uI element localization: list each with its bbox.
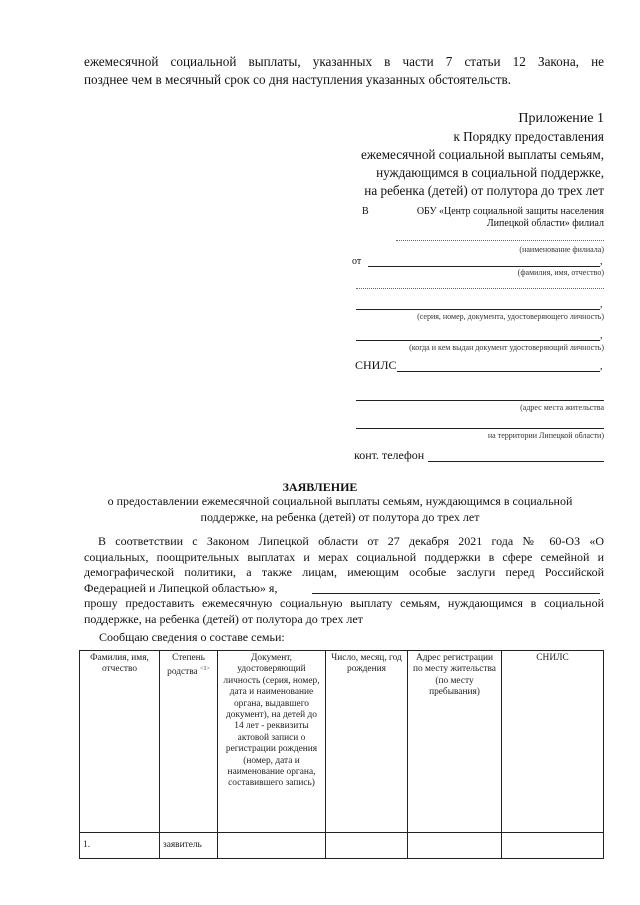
- body-line-4: Федерацией и Липецкой областью» я,: [84, 580, 278, 595]
- body-line-2: социальных, поощрительных выплатах и мерах социальной поддержки в сфере семейной и: [84, 549, 604, 564]
- branch-field[interactable]: [396, 240, 604, 241]
- name-field[interactable]: [368, 266, 600, 267]
- statement-title: ЗАЯВЛЕНИЕ: [282, 480, 358, 494]
- org-name: [380, 206, 604, 230]
- row-1-number: 1.: [80, 833, 160, 859]
- appendix-block: [300, 109, 604, 200]
- row-1-birthdate-cell[interactable]: [326, 833, 408, 859]
- request-line-1: прошу предоставить ежемесячную социальную выплату семьям, нуждающимся в социальной: [84, 596, 604, 610]
- branch-caption: (наименование филиала): [519, 245, 604, 254]
- intro-text: [84, 53, 604, 89]
- header-name: Фамилия, имя, отчество: [80, 651, 160, 833]
- org-line-2: Липецкой области» филиал: [486, 218, 604, 229]
- territory-caption: на территории Липецкой области): [487, 431, 604, 440]
- applicant-name-field[interactable]: [312, 593, 600, 594]
- table-row: [80, 833, 604, 859]
- name-caption: (фамилия, имя, отчество): [517, 268, 604, 277]
- passport-caption: (серия, номер, документа, удостоверяющего личность): [417, 312, 604, 321]
- residence-field[interactable]: [356, 400, 604, 401]
- phone-label: конт. телефон: [354, 448, 425, 462]
- snils-field[interactable]: [397, 371, 600, 372]
- comma-4: ,: [600, 361, 603, 372]
- body-line-1: В соответствии с Законом Липецкой области от 27 декабря 2021 года № 60-ОЗ «О: [98, 534, 604, 548]
- family-table: [79, 650, 604, 859]
- statement-subtitle: [70, 494, 610, 525]
- subtitle-line-1: о предоставлении ежемесячной социальной выплаты семьям, нуждающимся в социальной: [107, 494, 573, 508]
- header-address: Адрес регистрации по месту жительства (по месту пребывания): [408, 651, 502, 833]
- header-snils: СНИЛС: [502, 651, 604, 833]
- territory-field[interactable]: [356, 428, 604, 429]
- comma-3: ,: [600, 330, 603, 341]
- phone-field[interactable]: [428, 461, 604, 462]
- header-birthdate: Число, месяц, год рождения: [326, 651, 408, 833]
- issued-caption: (когда и кем выдан документ удостоверяющий личность): [409, 343, 604, 352]
- snils-label: СНИЛС: [355, 358, 397, 372]
- to-prefix: В: [362, 206, 369, 217]
- passport-field[interactable]: [356, 309, 600, 310]
- residence-caption: (адрес места жительства: [520, 403, 604, 412]
- org-line-1: ОБУ «Центр социальной защиты населения: [416, 206, 604, 217]
- family-intro: Сообщаю сведения о составе семьи:: [99, 630, 285, 644]
- intro-line-2: позднее чем в месячный срок со дня наступления указанных обстоятельств.: [84, 72, 512, 87]
- issued-field[interactable]: [356, 340, 600, 341]
- row-1-snils-cell[interactable]: [502, 833, 604, 859]
- appendix-line-1: к Порядку предоставления: [453, 129, 604, 144]
- name-field-2[interactable]: [356, 288, 604, 289]
- table-header-row: [80, 651, 604, 833]
- comma-1: ,: [600, 256, 603, 267]
- appendix-line-2: ежемесячной социальной выплаты семьям,: [361, 147, 604, 162]
- request-text: [84, 596, 604, 627]
- header-relation: Степень родства $^{<1>}$: [160, 651, 218, 833]
- row-1-relation: заявитель: [160, 833, 218, 859]
- statement-body: [84, 534, 604, 596]
- row-1-document-cell[interactable]: [218, 833, 326, 859]
- header-document: Документ, удостоверяющий личность (серия, номер, дата и наименование органа, выдавшего документ), на детей до 14 лет - реквизиты актовой записи о регистрации рождения (номер, дата и наименование органа, составившего запись): [218, 651, 326, 833]
- intro-line-1: ежемесячной социальной выплаты, указанных в части 7 статьи 12 Закона, не: [84, 54, 604, 69]
- appendix-line-3: нуждающимся в социальной поддержке,: [376, 165, 604, 180]
- from-label: от: [352, 256, 362, 267]
- subtitle-line-2: поддержке, на ребенка (детей) от полутора до трех лет: [200, 509, 480, 524]
- appendix-line-4: на ребенка (детей) от полутора до трех лет: [364, 183, 604, 198]
- comma-2: ,: [600, 299, 603, 310]
- body-line-3: демографической политики, а также лицам, имеющим особые заслуги перед Российской: [84, 565, 604, 579]
- relation-footnote: <1>: [200, 666, 210, 673]
- request-line-2: поддержке, на ребенка (детей) от полутора до трех лет: [84, 611, 363, 626]
- appendix-title: Приложение 1: [518, 111, 604, 126]
- row-1-address-cell[interactable]: [408, 833, 502, 859]
